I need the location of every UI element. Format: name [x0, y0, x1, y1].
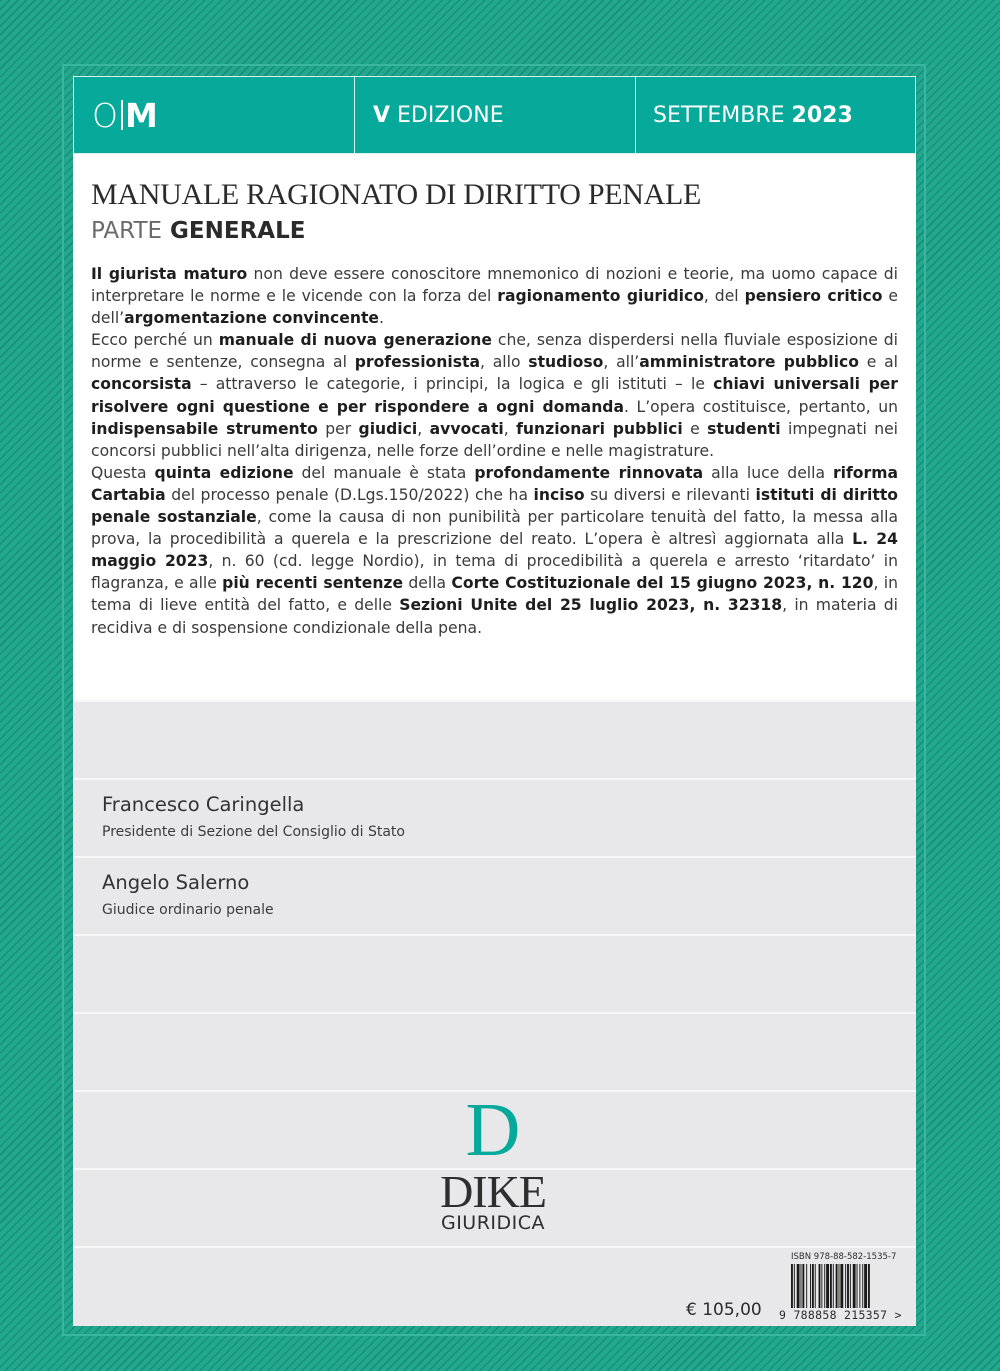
- publication-month: SETTEMBRE: [653, 102, 785, 128]
- barcode-bar: [845, 1264, 846, 1308]
- author-name: Angelo Salerno: [102, 871, 250, 894]
- edition-label: [355, 77, 636, 153]
- publisher-initial: D: [465, 1088, 521, 1172]
- barcode-bar: [853, 1264, 856, 1308]
- barcode-bars: [791, 1264, 901, 1308]
- edition-word: EDIZIONE: [397, 102, 504, 128]
- barcode-bar: [821, 1264, 822, 1308]
- book-subtitle: [91, 218, 305, 244]
- barcode-bar: [812, 1264, 814, 1308]
- barcode-bar: [794, 1264, 795, 1308]
- barcode-bar: [859, 1264, 860, 1308]
- edition-number: V: [373, 102, 391, 128]
- barcode: [779, 1252, 909, 1324]
- barcode-bar: [868, 1264, 870, 1308]
- book-subtitle-light: PARTE: [91, 218, 163, 244]
- barcode-bar: [839, 1264, 840, 1308]
- publication-year: 2023: [791, 102, 853, 128]
- price: € 105,00: [686, 1300, 762, 1320]
- book-description: [91, 263, 898, 639]
- barcode-bar: [840, 1264, 843, 1308]
- publication-date: [636, 77, 915, 153]
- book-title: MANUALE RAGIONATO DI DIRITTO PENALE: [91, 178, 702, 211]
- series-logo-left: O: [92, 95, 119, 135]
- author-name: Francesco Caringella: [102, 793, 305, 816]
- author-row: [73, 778, 916, 856]
- author-role: Giudice ordinario penale: [102, 902, 274, 918]
- barcode-bar: [791, 1264, 793, 1308]
- description-paragraph: Ecco perché un manuale di nuova generazione che, senza disperdersi nella fluviale esposizione di norme e sentenze, consegna al professionista, allo studioso, all’amministratore pubblico e al concorsista – attraverso le categorie, i principi, la logica e gli istituti – le chiavi universali per risolvere ogni questione e per rispondere a ogni domanda. L’opera costituisce, pertanto, un indispensabile strumento per giudici, avvocati, funzionari pubblici e studenti impegnati nei concorsi pubblici nell’alta dirigenza, nelle forze dell’ordine e nelle magistrature.: [91, 331, 899, 460]
- isbn-number: ISBN 978-88-582-1535-7: [791, 1252, 897, 1262]
- barcode-bar: [857, 1264, 858, 1308]
- book-subtitle-bold: GENERALE: [170, 218, 306, 244]
- barcode-bar: [815, 1264, 816, 1308]
- barcode-bar: [810, 1264, 811, 1308]
- author-role: Presidente di Sezione del Consiglio di Stato: [102, 824, 405, 840]
- grey-row: [73, 934, 916, 1012]
- barcode-bar: [797, 1264, 800, 1308]
- barcode-bar: [801, 1264, 802, 1308]
- grey-row: [73, 700, 916, 778]
- back-cover-panel: [73, 76, 916, 1326]
- barcode-bar: [806, 1264, 807, 1308]
- series-logo: [74, 77, 355, 153]
- barcode-bar: [850, 1264, 851, 1308]
- series-logo-divider: [121, 100, 123, 130]
- barcode-bar: [833, 1264, 834, 1308]
- barcode-bar: [847, 1264, 849, 1308]
- description-paragraph: Questa quinta edizione del manuale è stata profondamente rinnovata alla luce della riforma Cartabia del processo penale (D.Lgs.150/2022) che ha inciso su diversi e rilevanti istituti di diritto penale sostanziale, come la causa di non punibilità per particolare tenuità del fatto, la messa alla prova, la procedibilità a querela e la prescrizione del reato. L’opera è altresì aggiornata alla L. 24 maggio 2023, n. 60 (cd. legge Nordio), in tema di procedibilità a querela e arresto ‘ritardato’ in flagranza, e alle più recenti sentenze della Corte Costituzionale del 15 giugno 2023, n. 120, in tema di lieve entità del fatto, e delle Sezioni Unite del 25 luglio 2023, n. 32318, in materia di recidiva e di sospensione condizionale della pena.: [91, 463, 899, 637]
- barcode-bar: [819, 1264, 821, 1308]
- publisher-name: DIKE: [440, 1166, 546, 1217]
- series-logo-right: M: [124, 95, 159, 135]
- barcode-bar: [836, 1264, 838, 1308]
- barcode-bar: [864, 1264, 867, 1308]
- grey-row: [73, 1012, 916, 1090]
- barcode-bar: [862, 1264, 863, 1308]
- publisher-logo: [433, 1088, 553, 1234]
- barcode-bar: [802, 1264, 804, 1308]
- barcode-bar: [824, 1264, 825, 1308]
- barcode-bar: [830, 1264, 832, 1308]
- description-paragraph: Il giurista maturo non deve essere conoscitore mnemonico di nozioni e teorie, ma uomo capace di interpretare le norme e le vicende con la forza del ragionamento giuridico, del pensiero critico e dell’argomentazione convincente.: [91, 265, 899, 328]
- barcode-digits: 9 788858 215357 >: [779, 1308, 902, 1322]
- publisher-subname: GIURIDICA: [440, 1212, 546, 1234]
- cover-header: [73, 76, 916, 154]
- author-row: [73, 856, 916, 934]
- barcode-bar: [826, 1264, 829, 1308]
